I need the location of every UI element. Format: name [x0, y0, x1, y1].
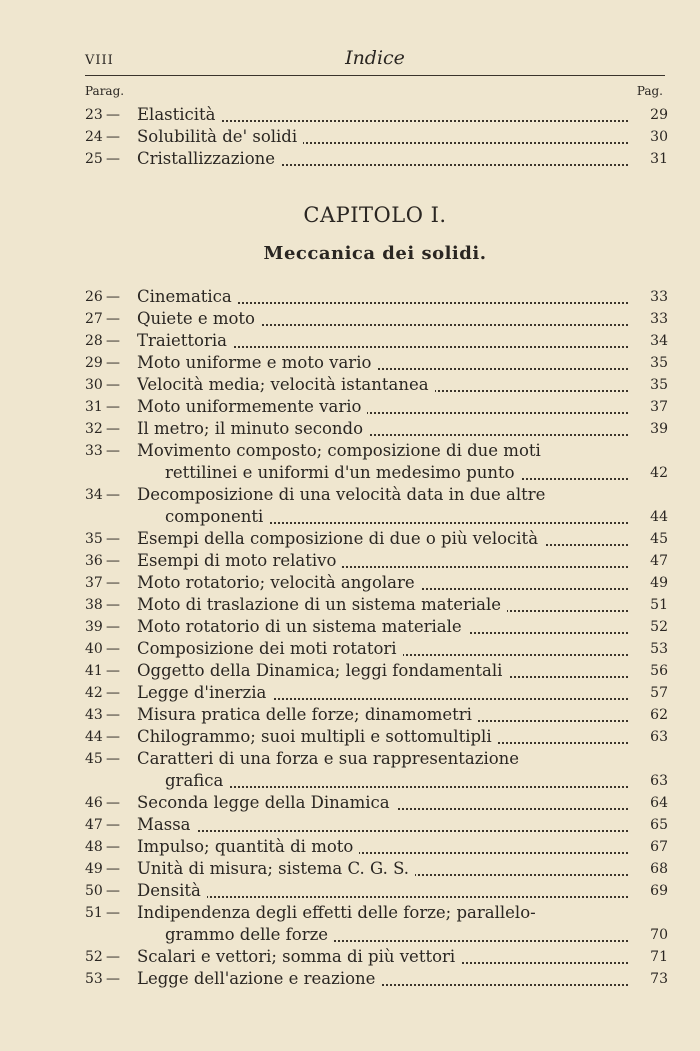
entry-title: Esempi di moto relativo: [137, 551, 342, 570]
entry-title: grammo delle forze: [165, 925, 334, 944]
entry-title-line: [137, 148, 628, 170]
entry-title: Esempi della composizione di due o più velocità: [137, 529, 544, 548]
entry-title-line: [137, 792, 628, 814]
entry-title-line: [137, 946, 628, 968]
entry-title: Densità: [137, 881, 207, 900]
entry-title: Cristallizzazione: [137, 149, 281, 168]
entry-separator: —: [106, 905, 120, 921]
entry-page-number: 49: [650, 575, 668, 591]
entry-number: 45: [85, 751, 103, 767]
entry-title: Legge d'inerzia: [137, 683, 272, 702]
entry-title: rettilinei e uniformi d'un medesimo punto: [165, 463, 521, 482]
entry-page-number: 30: [650, 129, 668, 145]
entry-page-number: 56: [650, 663, 668, 679]
column-head-pag: Pag.: [636, 84, 663, 98]
toc-entry: [85, 902, 668, 946]
entry-number: 28: [85, 333, 103, 349]
entry-page-number: 57: [650, 685, 668, 701]
entry-number: 31: [85, 399, 103, 415]
toc-entry: [85, 572, 668, 594]
entry-separator: —: [106, 619, 120, 635]
toc-entry: [85, 858, 668, 880]
entry-page-number: 64: [650, 795, 668, 811]
entry-title: Caratteri di una forza e sua rappresentazione: [137, 749, 525, 768]
entry-separator: —: [106, 107, 120, 123]
entry-title: Solubilità de' solidi: [137, 127, 303, 146]
entry-title: Decomposizione di una velocità data in due altre: [137, 485, 551, 504]
entry-title: Misura pratica delle forze; dinamometri: [137, 705, 478, 724]
entry-page-number: 69: [650, 883, 668, 899]
column-head-parag: Parag.: [85, 84, 125, 98]
entry-title: Moto uniforme e moto vario: [137, 353, 377, 372]
toc-entry: [85, 528, 668, 550]
entry-separator: —: [106, 443, 120, 459]
entry-title-line: [137, 484, 628, 506]
entry-title-line: [137, 126, 628, 148]
entry-title: Oggetto della Dinamica; leggi fondamentali: [137, 661, 508, 680]
entry-separator: —: [106, 729, 120, 745]
entry-title: Legge dell'azione e reazione: [137, 969, 381, 988]
entry-title: Scalari e vettori; somma di più vettori: [137, 947, 461, 966]
entry-number: 27: [85, 311, 103, 327]
entry-page-number: 52: [650, 619, 668, 635]
entry-title-line: [137, 440, 628, 462]
toc-entry: [85, 374, 668, 396]
entry-page-number: 37: [650, 399, 668, 415]
entry-separator: —: [106, 949, 120, 965]
entry-title: Il metro; il minuto secondo: [137, 419, 369, 438]
entry-title-line: [137, 836, 628, 858]
entry-number: 33: [85, 443, 103, 459]
entry-title: Traiettoria: [137, 331, 233, 350]
entry-page-number: 63: [650, 729, 668, 745]
entry-number: 29: [85, 355, 103, 371]
entry-page-number: 33: [650, 289, 668, 305]
entry-title-line: [137, 104, 628, 126]
toc-entry: [85, 792, 668, 814]
entry-page-number: 31: [650, 151, 668, 167]
toc-entry: [85, 104, 668, 126]
toc-pre-entries: [85, 104, 668, 170]
entry-title-line: [137, 550, 628, 572]
entry-page-number: 70: [650, 927, 668, 943]
toc-entry: [85, 484, 668, 528]
entry-page-number: 45: [650, 531, 668, 547]
entry-number: 25: [85, 151, 103, 167]
entry-title-line: [165, 770, 628, 792]
entry-title-line: [165, 462, 628, 484]
entry-separator: —: [106, 707, 120, 723]
entry-separator: —: [106, 129, 120, 145]
entry-separator: —: [106, 151, 120, 167]
running-title: Indice: [345, 47, 405, 69]
entry-page-number: 68: [650, 861, 668, 877]
page-number: VIII: [85, 53, 114, 68]
entry-title-line: [137, 726, 628, 748]
entry-number: 32: [85, 421, 103, 437]
entry-title-line: [137, 814, 628, 836]
entry-number: 43: [85, 707, 103, 723]
entry-title: Chilogrammo; suoi multipli e sottomultipli: [137, 727, 498, 746]
entry-page-number: 29: [650, 107, 668, 123]
entry-title-line: [137, 308, 628, 330]
entry-number: 30: [85, 377, 103, 393]
entry-separator: —: [106, 399, 120, 415]
entry-separator: —: [106, 971, 120, 987]
entry-title-line: [137, 880, 628, 902]
toc-entry: [85, 836, 668, 858]
entry-title-line: [137, 748, 628, 770]
entry-title: Elasticità: [137, 105, 222, 124]
toc-entry: [85, 616, 668, 638]
entry-title-line: [137, 396, 628, 418]
chapter-heading: CAPITOLO I.: [303, 203, 447, 227]
entry-title-line: [137, 374, 628, 396]
toc-entry: [85, 682, 668, 704]
entry-page-number: 53: [650, 641, 668, 657]
entry-separator: —: [106, 421, 120, 437]
entry-title-line: [137, 968, 628, 990]
entry-title: Indipendenza degli effetti delle forze; parallelo-: [137, 903, 542, 922]
toc-entry: [85, 946, 668, 968]
entry-title-line: [165, 924, 628, 946]
entry-page-number: 35: [650, 355, 668, 371]
entry-number: 47: [85, 817, 103, 833]
toc-entry: [85, 396, 668, 418]
entry-number: 50: [85, 883, 103, 899]
entry-separator: —: [106, 839, 120, 855]
entry-page-number: 62: [650, 707, 668, 723]
toc-entry: [85, 748, 668, 792]
entry-title-line: [137, 286, 628, 308]
entry-title: Moto uniformemente vario: [137, 397, 367, 416]
toc-entry: [85, 550, 668, 572]
toc-entry: [85, 704, 668, 726]
toc-entry: [85, 660, 668, 682]
entry-page-number: 63: [650, 773, 668, 789]
entry-separator: —: [106, 641, 120, 657]
toc-entry: [85, 638, 668, 660]
entry-number: 26: [85, 289, 103, 305]
entry-title-line: [137, 528, 628, 550]
entry-separator: —: [106, 531, 120, 547]
entry-number: 51: [85, 905, 103, 921]
toc-entry: [85, 148, 668, 170]
entry-number: 34: [85, 487, 103, 503]
toc-entry: [85, 726, 668, 748]
entry-title-line: [137, 682, 628, 704]
entry-page-number: 35: [650, 377, 668, 393]
entry-title: Moto di traslazione di un sistema materiale: [137, 595, 507, 614]
entry-number: 38: [85, 597, 103, 613]
toc-entry: [85, 286, 668, 308]
entry-number: 37: [85, 575, 103, 591]
header-rule: [85, 75, 665, 76]
entry-title: Cinematica: [137, 287, 238, 306]
toc-entry: [85, 352, 668, 374]
entry-page-number: 51: [650, 597, 668, 613]
toc-entry: [85, 330, 668, 352]
entry-title-line: [137, 902, 628, 924]
entry-title: Unità di misura; sistema C. G. S.: [137, 859, 415, 878]
entry-number: 52: [85, 949, 103, 965]
entry-number: 48: [85, 839, 103, 855]
entry-separator: —: [106, 663, 120, 679]
entry-title-line: [137, 330, 628, 352]
entry-title: Composizione dei moti rotatori: [137, 639, 403, 658]
dot-leader: [137, 896, 628, 898]
entry-number: 53: [85, 971, 103, 987]
entry-page-number: 47: [650, 553, 668, 569]
toc-entry: [85, 880, 668, 902]
entry-number: 39: [85, 619, 103, 635]
entry-page-number: 67: [650, 839, 668, 855]
entry-title-line: [137, 704, 628, 726]
toc-chapter-entries: [85, 286, 668, 990]
entry-separator: —: [106, 795, 120, 811]
entry-separator: —: [106, 817, 120, 833]
entry-page-number: 39: [650, 421, 668, 437]
entry-separator: —: [106, 377, 120, 393]
entry-number: 42: [85, 685, 103, 701]
entry-number: 23: [85, 107, 103, 123]
entry-title: componenti: [165, 507, 269, 526]
entry-separator: —: [106, 685, 120, 701]
entry-title: Velocità media; velocità istantanea: [137, 375, 435, 394]
entry-number: 46: [85, 795, 103, 811]
entry-separator: —: [106, 333, 120, 349]
entry-title-line: [137, 418, 628, 440]
entry-separator: —: [106, 487, 120, 503]
entry-title-line: [137, 638, 628, 660]
entry-number: 24: [85, 129, 103, 145]
toc-entry: [85, 308, 668, 330]
entry-title-line: [137, 352, 628, 374]
entry-title-line: [137, 572, 628, 594]
entry-title: Quiete e moto: [137, 309, 261, 328]
entry-separator: —: [106, 861, 120, 877]
entry-separator: —: [106, 575, 120, 591]
toc-entry: [85, 594, 668, 616]
entry-title-line: [165, 506, 628, 528]
entry-title-line: [137, 594, 628, 616]
entry-number: 36: [85, 553, 103, 569]
entry-separator: —: [106, 553, 120, 569]
entry-title-line: [137, 858, 628, 880]
entry-number: 44: [85, 729, 103, 745]
entry-page-number: 33: [650, 311, 668, 327]
entry-title: Moto rotatorio; velocità angolare: [137, 573, 421, 592]
entry-title: grafica: [165, 771, 229, 790]
entry-number: 40: [85, 641, 103, 657]
chapter-subtitle: Meccanica dei solidi.: [263, 243, 487, 264]
entry-title: Impulso; quantità di moto: [137, 837, 359, 856]
entry-title: Massa: [137, 815, 197, 834]
entry-separator: —: [106, 751, 120, 767]
entry-separator: —: [106, 289, 120, 305]
entry-page-number: 71: [650, 949, 668, 965]
entry-separator: —: [106, 311, 120, 327]
dot-leader: [165, 786, 628, 788]
toc-entry: [85, 968, 668, 990]
entry-page-number: 65: [650, 817, 668, 833]
dot-leader: [137, 830, 628, 832]
entry-title-line: [137, 616, 628, 638]
toc-entry: [85, 418, 668, 440]
entry-separator: —: [106, 883, 120, 899]
entry-page-number: 34: [650, 333, 668, 349]
entry-title-line: [137, 660, 628, 682]
entry-number: 49: [85, 861, 103, 877]
toc-entry: [85, 126, 668, 148]
entry-title: Movimento composto; composizione di due moti: [137, 441, 547, 460]
toc-entry: [85, 440, 668, 484]
running-head: [85, 47, 665, 71]
entry-title: Seconda legge della Dinamica: [137, 793, 396, 812]
entry-page-number: 42: [650, 465, 668, 481]
entry-page-number: 44: [650, 509, 668, 525]
toc-entry: [85, 814, 668, 836]
entry-title: Moto rotatorio di un sistema materiale: [137, 617, 468, 636]
entry-separator: —: [106, 355, 120, 371]
entry-number: 41: [85, 663, 103, 679]
entry-separator: —: [106, 597, 120, 613]
entry-number: 35: [85, 531, 103, 547]
entry-page-number: 73: [650, 971, 668, 987]
